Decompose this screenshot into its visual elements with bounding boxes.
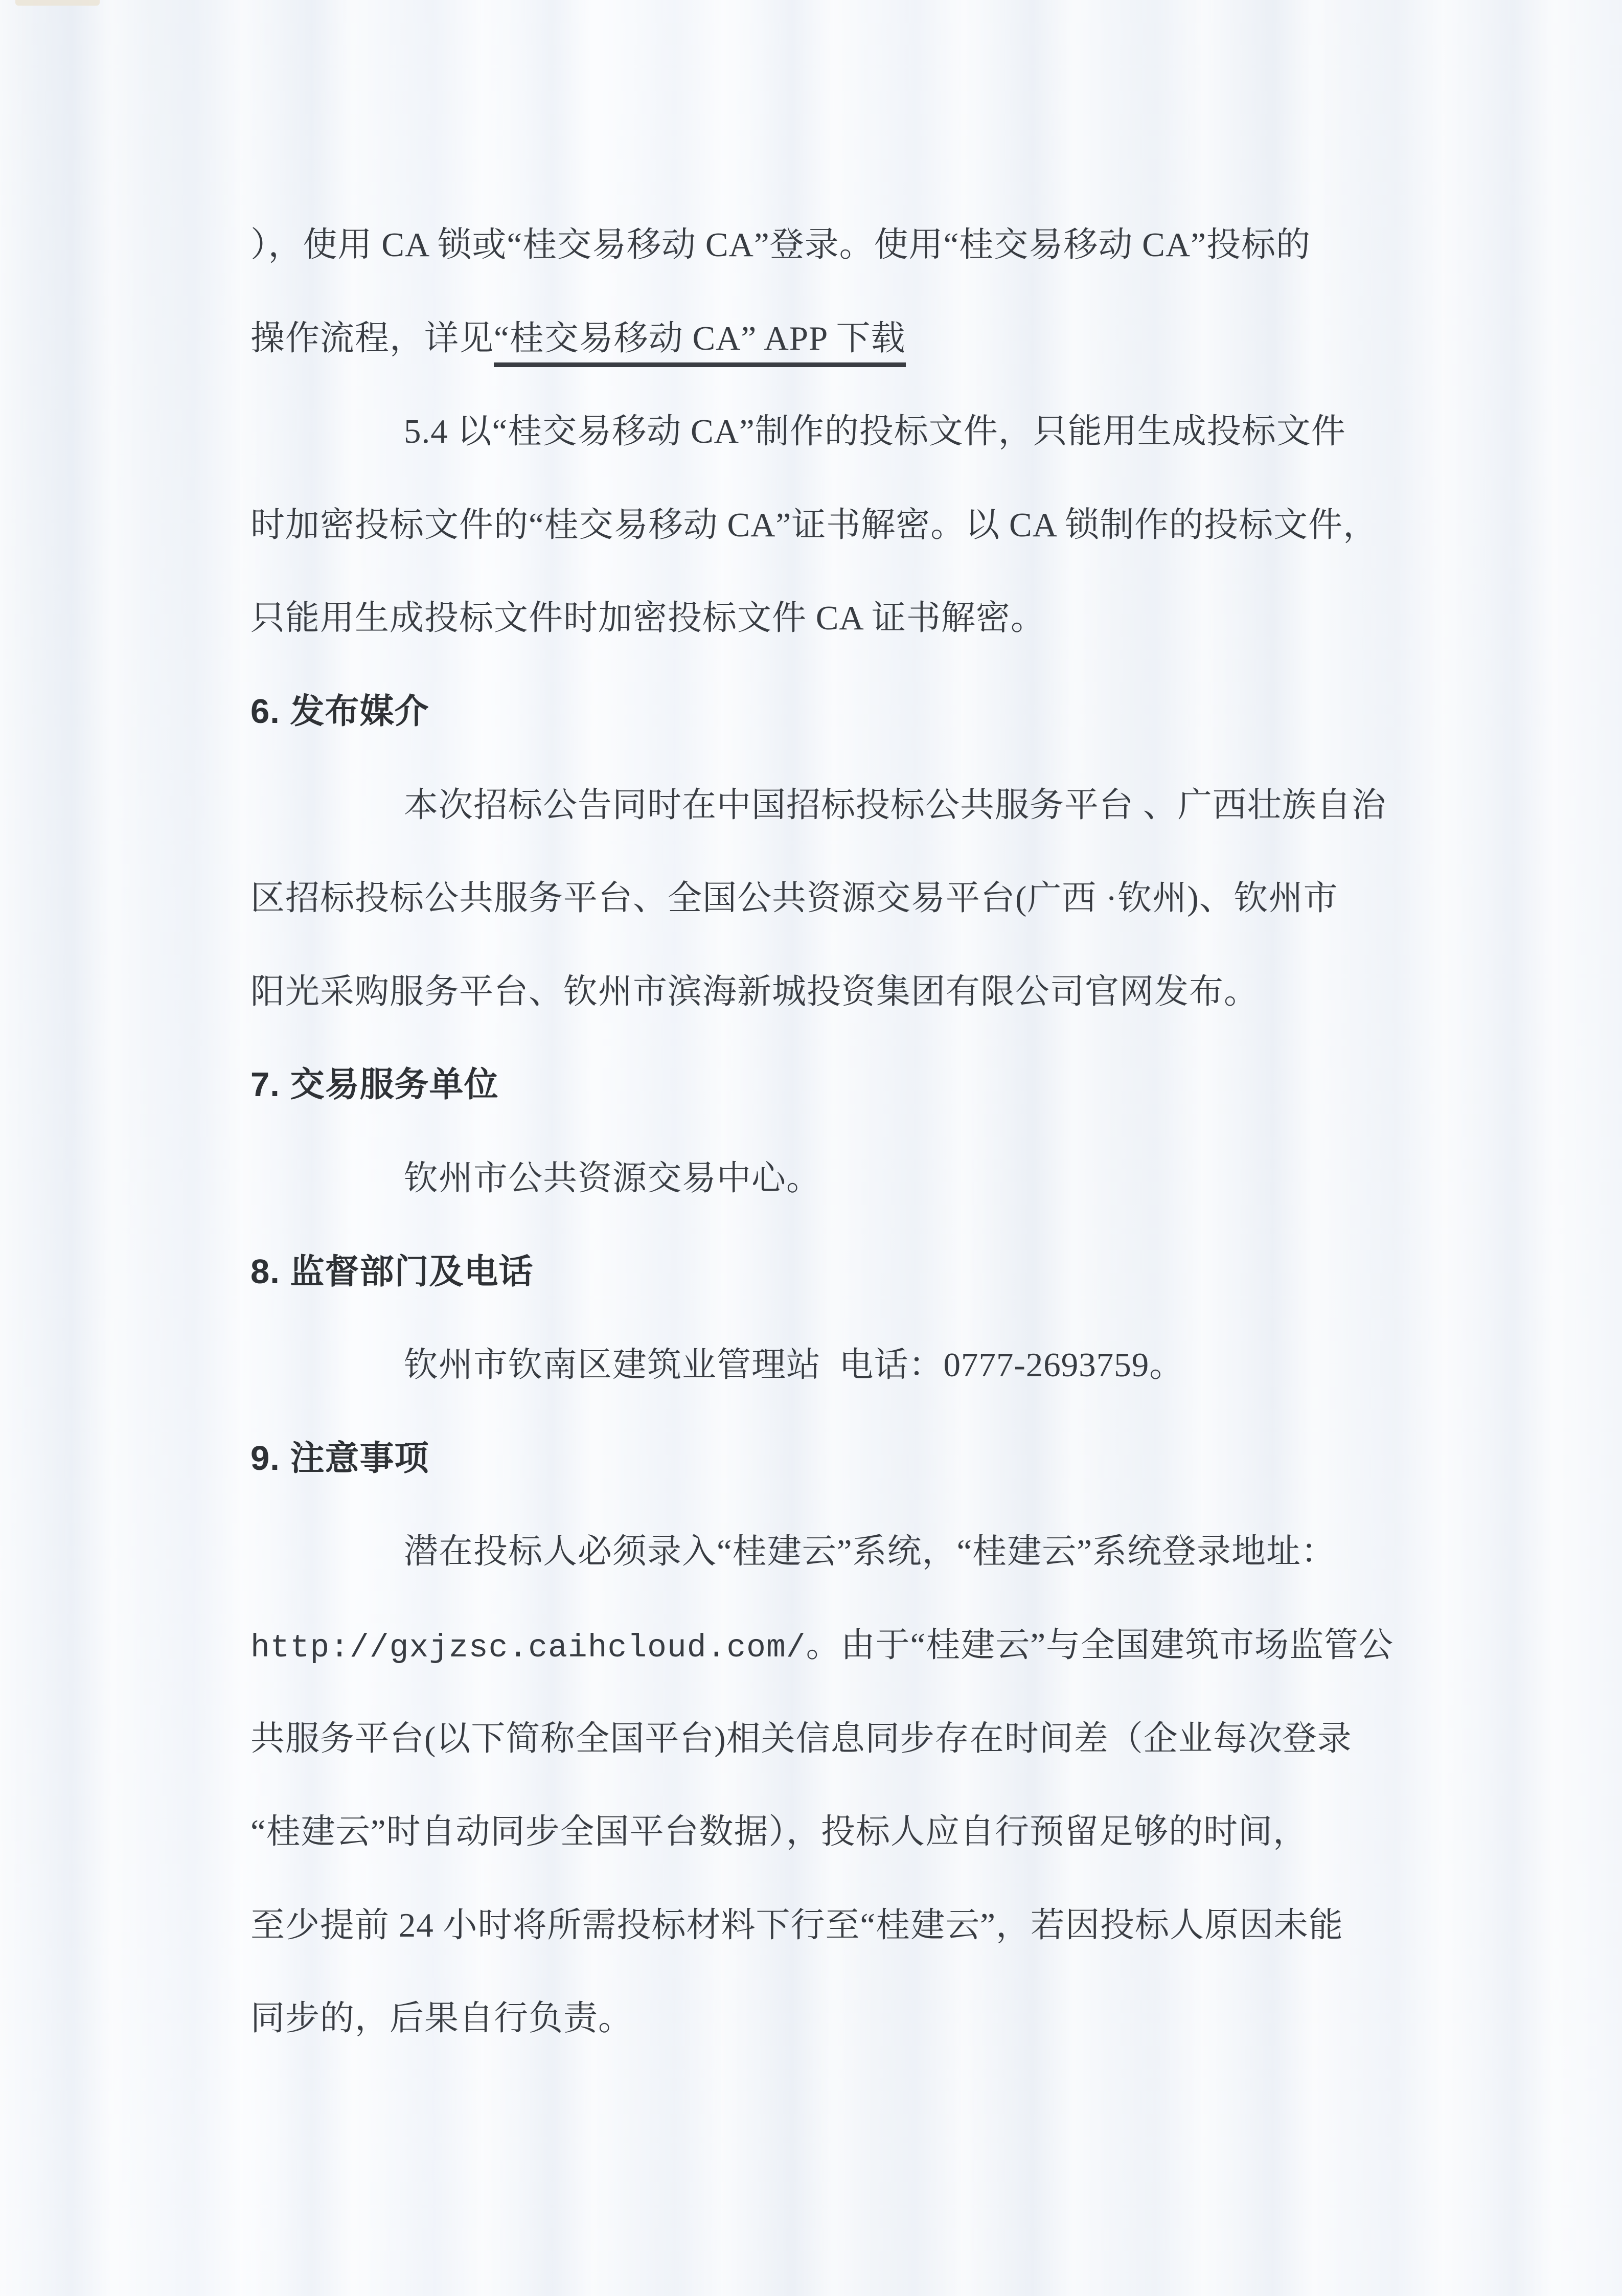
text-segment: 5.4 以“桂交易移动 CA”制作的投标文件，只能用生成投标文件 [404, 413, 1346, 451]
text-line [250, 1505, 1426, 1599]
text-line [250, 572, 1426, 665]
text-line [250, 292, 1426, 385]
text-line [250, 1692, 1426, 1786]
text-line [250, 1879, 1426, 1972]
text-segment: 时加密投标文件的“桂交易移动 CA”证书解密。以 CA 锁制作的投标文件， [250, 506, 1378, 544]
text-segment: 阳光采购服务平台、钦州市滨海新城投资集团有限公司官网发布。 [250, 972, 1259, 1011]
text-line [250, 198, 1426, 292]
text-line [250, 1319, 1426, 1412]
text-line [250, 852, 1426, 945]
text-segment: 区招标投标公共服务平台、全国公共资源交易平台(广西 ·钦州)、钦州市 [250, 879, 1338, 918]
section-heading [250, 1038, 1426, 1132]
text-segment: 操作流程，详见 [250, 319, 494, 357]
text-segment: 至少提前 24 小时将所需投标材料下行至“桂建云”，若因投标人原因未能 [250, 1906, 1343, 1944]
text-line [250, 1132, 1426, 1225]
section-heading [250, 1412, 1426, 1506]
text-segment: 6. 发布媒介 [250, 692, 429, 731]
text-line [250, 1972, 1426, 2065]
text-segment: 7. 交易服务单位 [250, 1065, 499, 1104]
text-segment: 钦州市钦南区建筑业管理站 电话：0777-2693759。 [404, 1346, 1184, 1384]
text-line [250, 385, 1426, 479]
document-text [250, 198, 1426, 2065]
text-line [250, 1785, 1426, 1879]
text-line [250, 479, 1426, 572]
scan-artifact [15, 0, 100, 6]
text-segment: 只能用生成投标文件时加密投标文件 CA 证书解密。 [250, 599, 1045, 638]
text-line [250, 1599, 1426, 1692]
text-segment: 8. 监督部门及电话 [250, 1252, 534, 1291]
text-segment: 。由于“桂建云”与全国建筑市场监管公 [806, 1626, 1394, 1664]
section-heading [250, 665, 1426, 759]
text-line [250, 945, 1426, 1039]
text-line [250, 759, 1426, 852]
app-download-link[interactable]: “桂交易移动 CA” APP 下载 [494, 320, 906, 367]
text-segment: 同步的，后果自行负责。 [250, 1999, 633, 2038]
text-segment: 潜在投标人必须录入“桂建云”系统，“桂建云”系统登录地址： [404, 1533, 1336, 1571]
text-segment: ），使用 CA 锁或“桂交易移动 CA”登录。使用“桂交易移动 CA”投标的 [250, 226, 1311, 264]
url-text: http://gxjzsc.caihcloud.com/ [250, 1629, 806, 1666]
section-heading [250, 1225, 1426, 1319]
text-segment: 9. 注意事项 [250, 1439, 429, 1477]
text-segment: 共服务平台(以下简称全国平台)相关信息同步存在时间差（企业每次登录 [250, 1719, 1352, 1758]
text-segment: 钦州市公共资源交易中心。 [404, 1159, 821, 1197]
text-segment: “桂建云”时自动同步全国平台数据），投标人应自行预留足够的时间， [250, 1813, 1308, 1851]
text-segment: 本次招标公告同时在中国招标投标公共服务平台 、广西壮族自治 [404, 786, 1386, 824]
